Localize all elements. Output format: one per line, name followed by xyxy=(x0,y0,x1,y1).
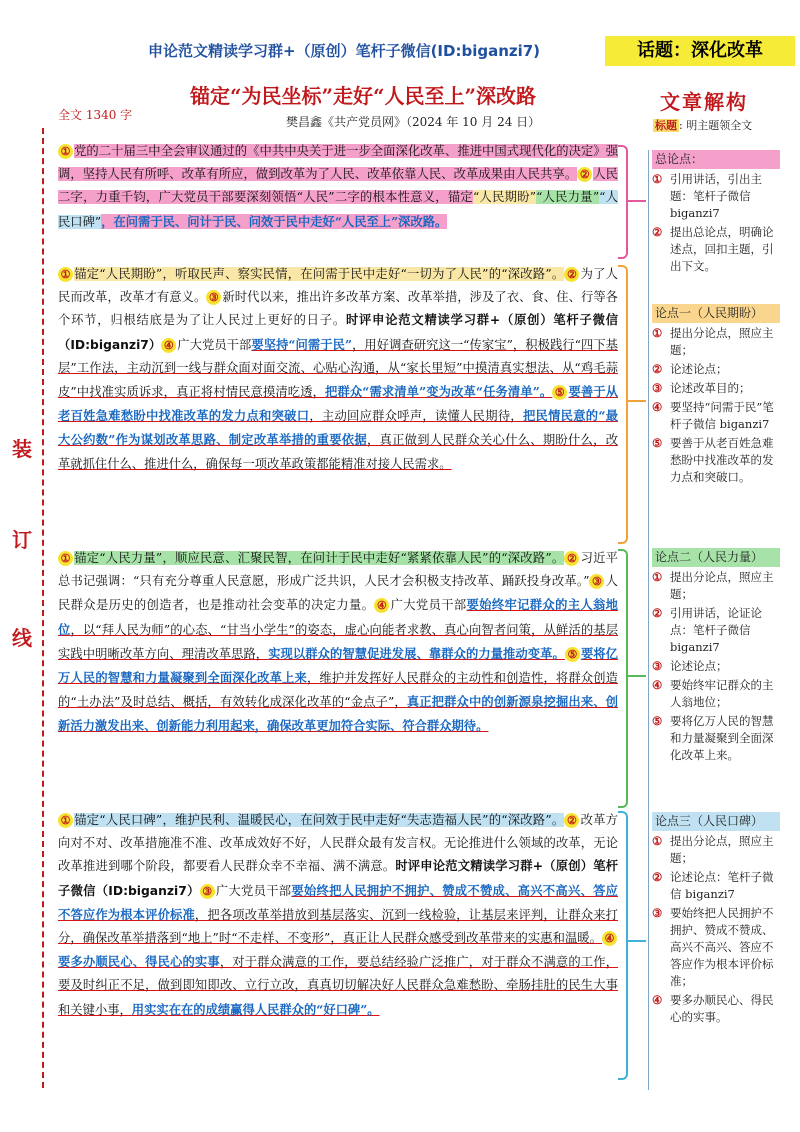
brace-stub-point-2 xyxy=(628,675,646,677)
marker-2: ② xyxy=(564,813,579,828)
analysis-item: ② 论述论点； xyxy=(652,362,728,376)
brace-stub-intro xyxy=(628,200,646,202)
analysis-item: ④ 要坚持“问需于民”笔杆子微信 biganzi7 xyxy=(652,400,774,431)
article-title: 锚定“为民坐标”走好“人民至上”深改路 xyxy=(190,84,537,108)
brace-intro xyxy=(618,145,628,259)
p3-s4c: 用实实在在的成绩赢得人民群众的“好口碑”。 xyxy=(131,1001,380,1017)
paragraph-point-3 xyxy=(58,809,618,1022)
marker-2: ② xyxy=(564,551,579,566)
p1-s3: 新时代以来，推出许多改革方案、改革举措，涉及了衣、食、住、行等各个环节，归根结底是为了让人民过上更好的日子。 xyxy=(58,290,618,328)
analysis-item: ⑤ 要将亿万人民的智慧和力量凝聚到全面深化改革上来。 xyxy=(652,714,774,762)
p1-s2: 为了人民而改革，改革才有意义。 xyxy=(58,267,618,305)
analysis-head: 论点二（人民力量） xyxy=(652,548,780,567)
p2-s4b: 要始终牢记群众的主人翁地位 xyxy=(58,597,618,637)
p0-s2: 人民二字，力重千钧，广大党员干部要深刻领悟“人民”二字的根本性意义，锚定 xyxy=(58,167,618,205)
p3-s2: 改革方向对不对、改革措施准不准、改革成效好不好，人民群众最有发言权。无论推进什么领域的改革，无论改革推进到哪个阶段，都要看人民群众幸不幸福、满不满意。 xyxy=(58,813,618,874)
p0-k3: “人民口碑” xyxy=(58,190,619,229)
p1-s5d: ，真正做到人民群众关心什么、期盼什么，改革就抓住什么、推进什么，确保每一项改革政策都能精准对接人民需求。 xyxy=(58,433,618,471)
column-divider xyxy=(648,150,649,1090)
p0-s1: 党的二十届三中全会审议通过的《中共中央关于进一步全面深化改革、推进中国式现代化的决定》强调，坚持人民有所呼、改革有所应，做到改革为了人民、改革依靠人民、改革成果由人民共享。 xyxy=(58,144,618,182)
word-count: 全文 1340 字 xyxy=(58,108,133,122)
article-source: 樊昌鑫《共产党员网》（2024 年 10 月 24 日） xyxy=(286,115,541,129)
p2-s4c: ，以“拜人民为师”的心态、“甘当小学生”的姿态，虚心向能者求教、真心向智者问策，从鲜活的基层实践中明晰改革方向、理清改革思路， xyxy=(58,622,618,661)
p3-s4a: 要多办顺民心、得民心的实事 xyxy=(58,954,220,970)
analysis-section-3 xyxy=(652,812,780,1026)
p1-s4d: 把群众“需求清单”变为改革“任务清单”。 xyxy=(325,384,553,400)
brace-stub-point-1 xyxy=(628,400,646,402)
marker-1: ① xyxy=(58,267,73,282)
p2-s4a: 广大党员干部 xyxy=(390,598,467,613)
p2-s5c: 真正把群众中的创新源泉挖掘出来、创新活力激发出来、创新能力利用起来，确保改革更加符合实际、符合群众期待。 xyxy=(58,694,618,734)
p0-s3: ，在问需于民、问计于民、问效于民中走好“人民至上”深改路。 xyxy=(101,213,448,229)
p3-s4b: ，对于群众满意的工作，要总结经验广泛推广，对于群众不满意的工作，要及时纠正不足，做到即知即改、立行立改，真真切切解决好人民群众急难愁盼、牵肠挂肚的民生大事和关键小事， xyxy=(58,955,618,1017)
marker-3: ③ xyxy=(200,884,215,899)
analysis-head: 论点一（人民期盼） xyxy=(652,304,780,323)
p1-s4a: 广大党员干部 xyxy=(177,337,252,352)
p1-s5b: ，主动回应群众呼声，读懂人民期待， xyxy=(309,409,523,424)
marker-1: ① xyxy=(58,813,73,828)
topic-badge: 话题：深化改革 xyxy=(605,36,795,66)
marker-3: ③ xyxy=(589,574,604,589)
p3-s1: 锚定“人民口碑”，维护民利、温暖民心，在问效于民中走好“失志造福人民”的“深改路”。 xyxy=(74,813,565,827)
p2-s1: 锚定“人民力量”，顺应民意、汇聚民智，在问计于民中走好“紧紧依靠人民”的“深改路”。 xyxy=(74,551,565,565)
brace-stub-point-3 xyxy=(628,940,646,942)
title-label-value: 明主题领全文 xyxy=(686,119,753,132)
analysis-section-1 xyxy=(652,304,780,486)
p1-s1: 锚定“人民期盼”，听取民声、察实民情，在问需于民中走好“一切为了人民”的“深改路”。 xyxy=(74,267,565,281)
analysis-head: 论点三（人民口碑） xyxy=(652,812,780,831)
brace-point-3 xyxy=(618,811,628,1080)
marker-1: ① xyxy=(58,144,73,159)
paragraph-point-1 xyxy=(58,263,618,476)
p3-ad: 时评申论范文精读学习群+（原创）笔杆子微信（ID:biganzi7） xyxy=(58,859,618,898)
analysis-title: 文章解构 xyxy=(660,90,748,114)
brace-point-1 xyxy=(618,265,628,544)
p2-s3: 人民群众是历史的创造者，也是推动社会变革的决定力量。 xyxy=(58,574,618,613)
header-title: 申论范文精读学习群+（原创）笔杆子微信(ID:biganzi7) xyxy=(148,42,541,60)
analysis-item: ④ 要多办顺民心、得民心的实事。 xyxy=(652,993,774,1024)
p2-s5a: 要将亿万人民的智慧和力量凝聚到全面深化改革上来 xyxy=(58,645,618,686)
p0-k1: “人民期盼” xyxy=(473,190,537,205)
analysis-item: ② 论述论点：笔杆子微信 biganzi7 xyxy=(652,870,774,901)
analysis-item: ② 提出总论点，明确论述点，回扣主题，引出下文。 xyxy=(652,225,774,273)
marker-4: ④ xyxy=(602,931,617,946)
analysis-item: ① 引用讲话，引出主题：笔杆子微信 biganzi7 xyxy=(652,172,762,220)
p3-s3b: 要始终把人民拥护不拥护、赞成不赞成、高兴不高兴、答应不答应作为根本评价标准 xyxy=(58,882,618,922)
analysis-item: ③ 论述改革目的； xyxy=(652,381,751,395)
marker-4: ④ xyxy=(161,338,176,353)
marker-1: ① xyxy=(58,551,73,566)
analysis-item: ② 引用讲话，论证论点：笔杆子微信 biganzi7 xyxy=(652,606,762,654)
p1-s5a: 要善于从老百姓急难愁盼中找准改革的发力点和突破口 xyxy=(58,384,618,424)
analysis-item: ③ 论述论点； xyxy=(652,659,728,673)
marker-5: ⑤ xyxy=(552,385,567,400)
binding-char-2: 订 xyxy=(12,528,32,552)
analysis-section-0 xyxy=(652,150,780,275)
marker-4: ④ xyxy=(374,598,389,613)
title-label-key: 标题 xyxy=(655,119,677,132)
p1-ad: 时评申论范文精读学习群+（原创）笔杆子微信（ID:biganzi7） xyxy=(58,313,618,352)
p2-s4d: 实现以群众的智慧促进发展、靠群众的力量推动变革。 xyxy=(268,645,565,661)
analysis-item: ⑤ 要善于从老百姓急难愁盼中找准改革的发力点和突破口。 xyxy=(652,436,774,484)
p1-s4b: 要坚持“问需于民” xyxy=(251,336,353,352)
marker-2: ② xyxy=(564,267,579,282)
analysis-item: ④ 要始终牢记群众的主人翁地位； xyxy=(652,678,774,709)
analysis-item: ① 提出分论点，照应主题； xyxy=(652,326,774,357)
analysis-head: 总论点： xyxy=(652,150,780,169)
binding-line xyxy=(42,128,46,1088)
analysis-item: ① 提出分论点，照应主题； xyxy=(652,570,774,601)
p1-s4c: ，用好调查研究这一“传家宝”，积极践行“四下基层”工作法，主动沉到一线与群众面对面交流、心贴心沟通，从“家长里短”中摸清真实想法、从“鸡毛蒜皮”中找准实质诉求，真正将村情民意摸清吃透， xyxy=(58,337,618,400)
marker-3: ③ xyxy=(206,290,221,305)
binding-char-1: 装 xyxy=(12,437,32,461)
analysis-section-2 xyxy=(652,548,780,764)
p2-s5b: ，维护并发挥好人民群众的主动性和创造性，将群众创造的“土办法”及时总结、概括，有效转化成深化改革的“金点子”， xyxy=(58,671,618,710)
p2-s2: 习近平总书记强调：“只有充分尊重人民意愿，形成广泛共识，人民才会积极支持改革、踊跃投身改革。” xyxy=(58,551,618,589)
marker-5: ⑤ xyxy=(565,647,580,662)
title-label: 标题 : 明主题领全文 xyxy=(655,119,753,132)
brace-point-2 xyxy=(618,549,628,808)
p1-s5c: 把民情民意的“最大公约数”作为谋划改革思路、制定改革举措的重要依据 xyxy=(58,408,618,448)
analysis-item: ① 提出分论点，照应主题； xyxy=(652,834,774,865)
p3-s3c: ，把各项改革举措放到基层落实、沉到一线检验，让基层来评判，让群众来打分，确保改革举措落到“地上”时“不走样、不变形”，真正让人民群众感受到改革带来的实惠和温暖。 xyxy=(58,907,618,946)
paragraph-point-2 xyxy=(58,547,618,739)
p0-k2: “人民力量” xyxy=(536,190,600,205)
marker-2: ② xyxy=(577,167,592,182)
paragraph-intro xyxy=(58,140,618,234)
p3-s3a: 广大党员干部 xyxy=(215,883,292,898)
analysis-item: ③ 要始终把人民拥护不拥护、赞成不赞成、高兴不高兴、答应不答应作为根本评价标准； xyxy=(652,906,774,988)
binding-char-3: 线 xyxy=(12,626,32,650)
